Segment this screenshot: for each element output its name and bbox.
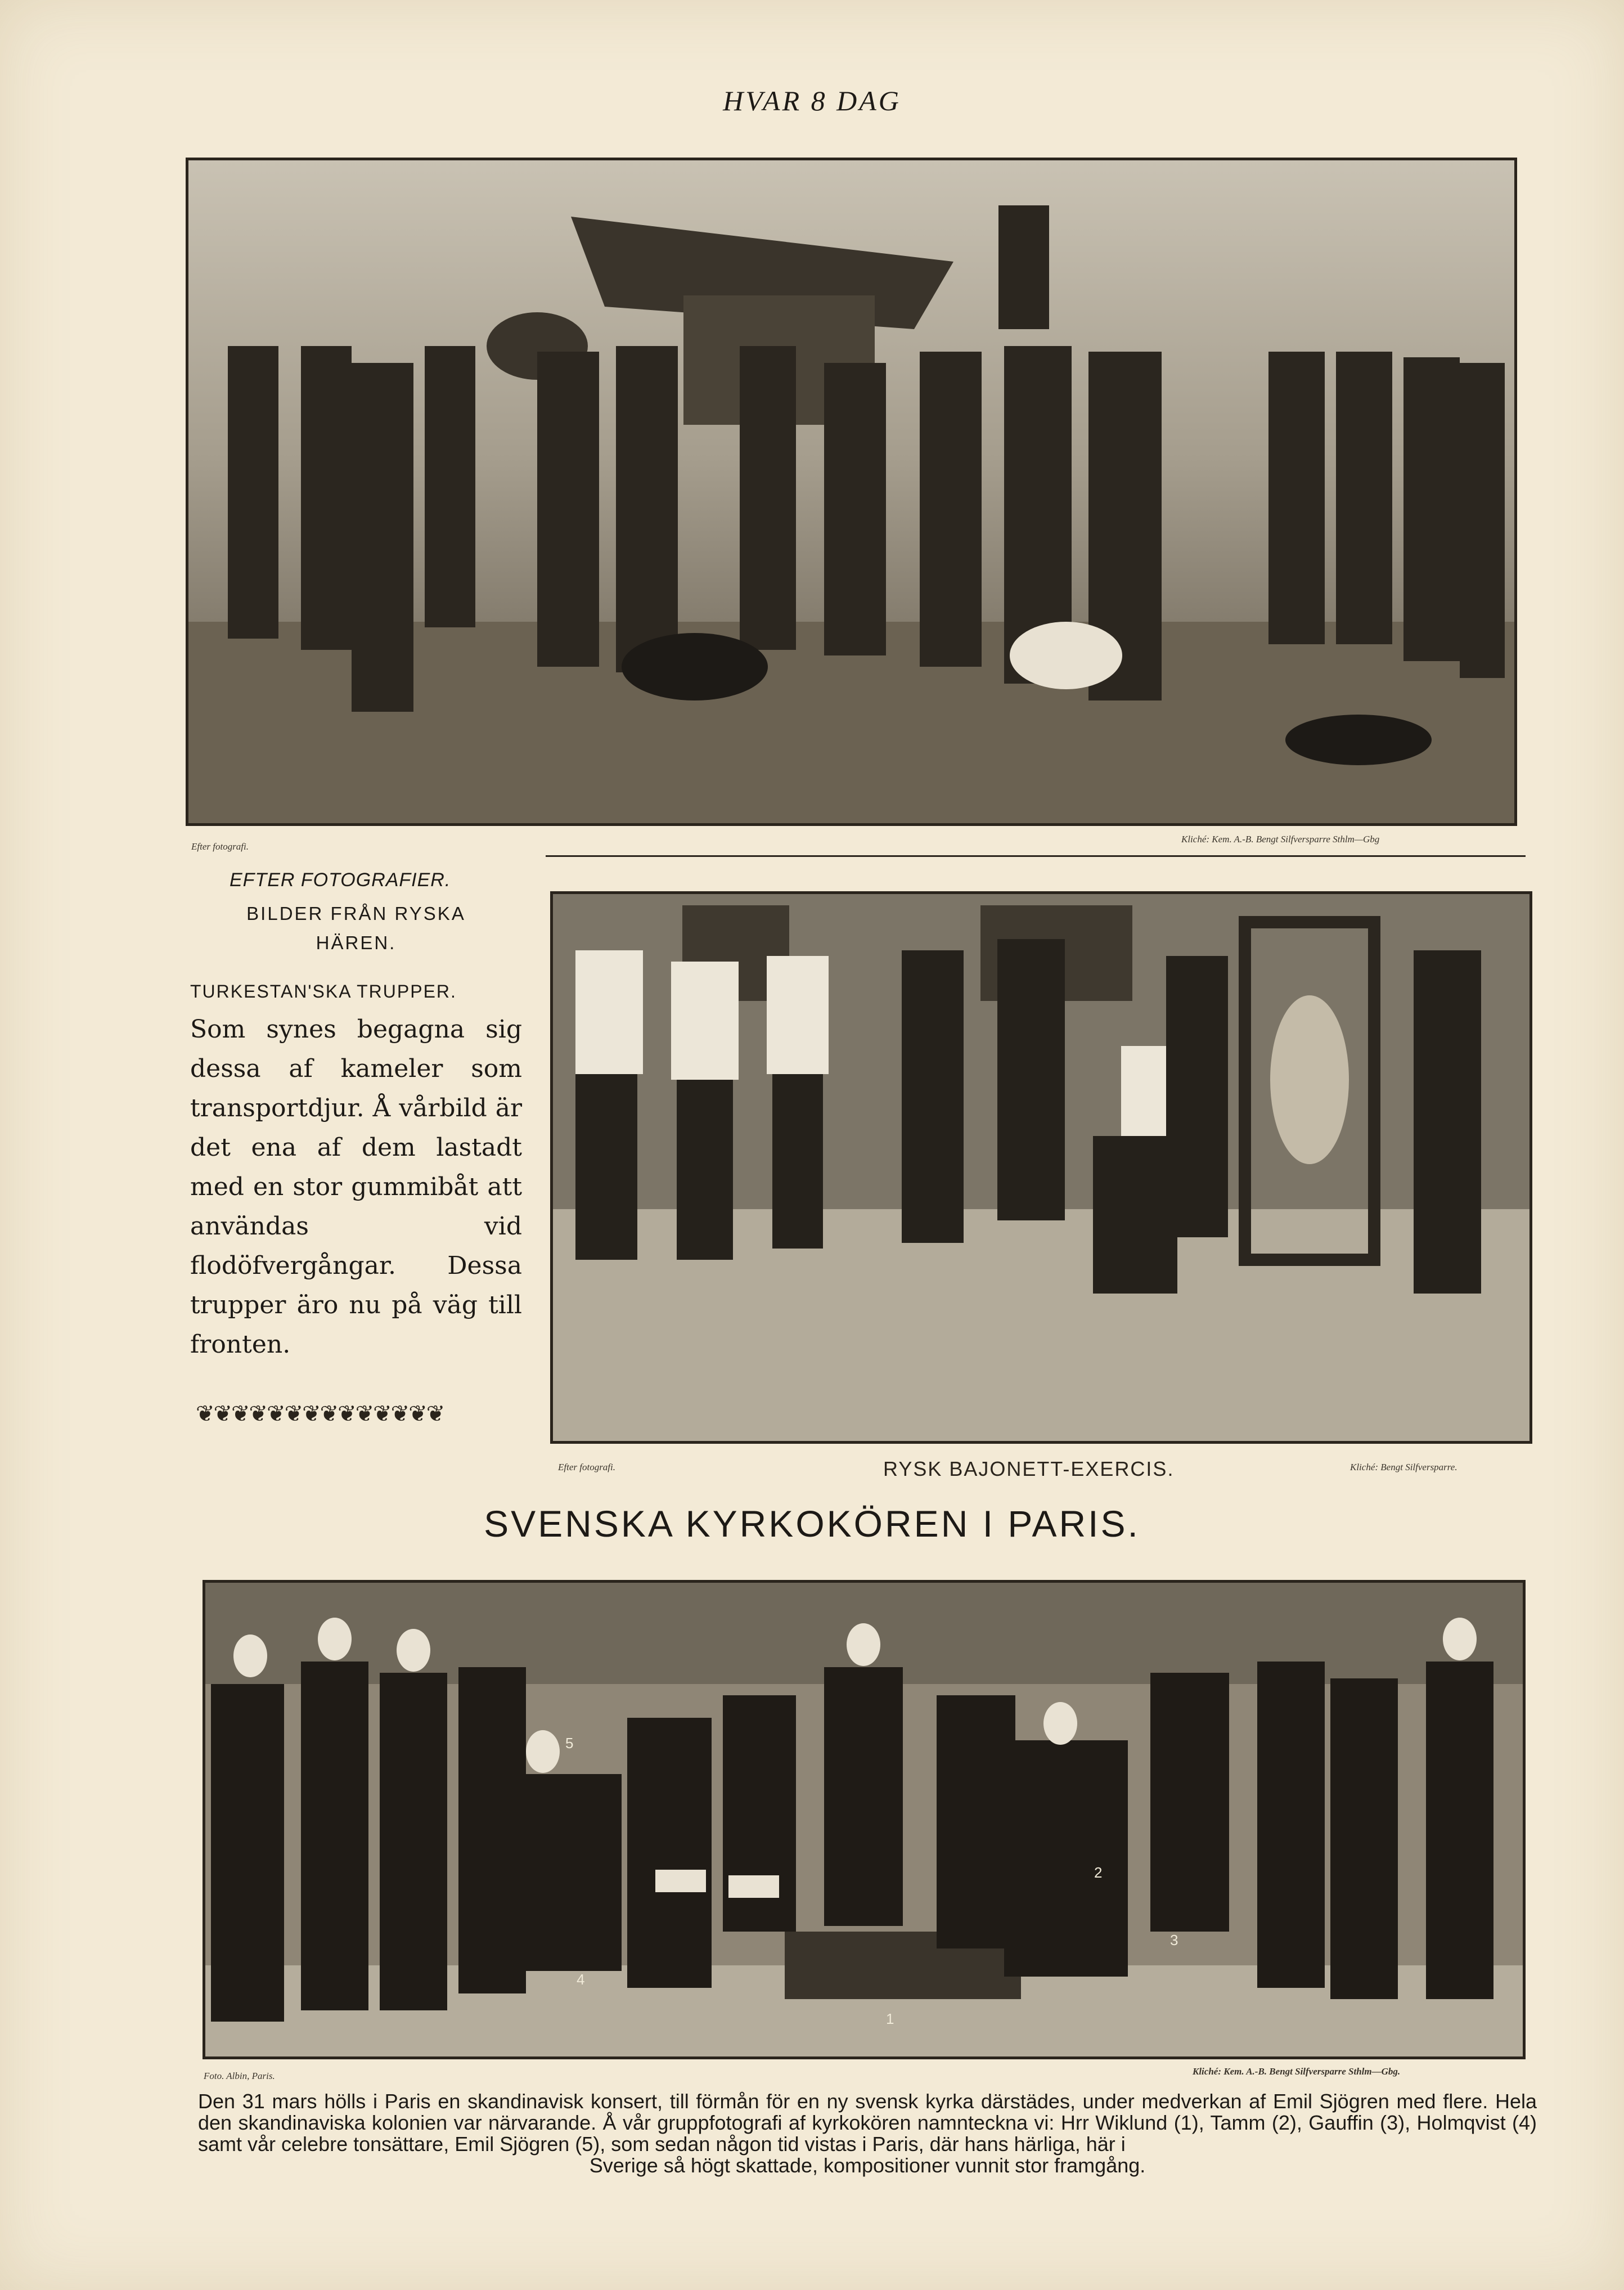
photo-top-credit-right: Kliché: Kem. A.-B. Bengt Silfversparre Sthlm—Gbg — [1181, 834, 1380, 845]
photo-church-choir-image — [205, 1583, 1523, 2056]
sidebar-unit-title: TURKESTAN'SKA TRUPPER. — [190, 981, 457, 1002]
photo-bayonet-exercise-image — [553, 894, 1529, 1441]
photo-church-choir — [203, 1580, 1526, 2059]
photo-middle-credit-right: Kliché: Bengt Silfversparre. — [1350, 1462, 1457, 1472]
choir-marker-2: 2 — [1094, 1864, 1103, 1881]
choir-marker-5: 5 — [565, 1735, 574, 1752]
choir-caption — [198, 2091, 1537, 2176]
sidebar-heading-line2: HÄREN. — [316, 932, 397, 953]
photo-middle-caption: RYSK BAJONETT-EXERCIS. — [883, 1457, 1175, 1480]
ornament-divider: ❦❦❦❦❦❦❦❦❦❦❦❦❦❦ — [196, 1401, 444, 1427]
photo-turkestan-troops-image — [188, 160, 1514, 823]
photo-bottom-credit-left: Foto. Albin, Paris. — [204, 2071, 275, 2081]
sidebar-heading-line1: BILDER FRÅN RYSKA — [246, 903, 466, 924]
photo-middle-credit-left: Efter fotografi. — [558, 1462, 615, 1472]
choir-caption-last-line: Sverige så högt skattade, kompositioner vunnit stor framgång. — [589, 2154, 1146, 2177]
choir-marker-4: 4 — [577, 1971, 585, 1988]
divider-rule — [546, 855, 1526, 857]
choir-marker-1: 1 — [886, 2010, 894, 2027]
sidebar-body-text: Som synes begagna sig dessa af kameler som transportdjur. Å vårbild är det ena af dem lastadt med en stor gummibåt att användas vid flodöfvergångar. Dessa trupper äro nu på väg till fronten. — [190, 1015, 522, 1359]
page-header: HVAR 8 DAG — [723, 85, 901, 116]
photo-bottom-credit-right: Kliché: Kem. A.-B. Bengt Silfversparre Sthlm—Gbg. — [1193, 2066, 1401, 2077]
sidebar-article — [190, 869, 522, 1364]
photo-bayonet-exercise — [550, 891, 1532, 1444]
sidebar-subtitle: EFTER FOTOGRAFIER. — [230, 869, 451, 891]
choir-marker-3: 3 — [1170, 1932, 1178, 1948]
photo-top-credit-left: Efter fotografi. — [191, 841, 249, 852]
section-title: SVENSKA KYRKOKÖREN I PARIS. — [484, 1503, 1140, 1544]
choir-caption-text: Den 31 mars hölls i Paris en skandinavisk konsert, till förmån för en ny svensk kyrka därstädes, under medverkan af Emil Sjögren med flere. Hela den skandinaviska kolonien var närvarande. Å vår gruppfotografi af kyrkokören namnteckna vi: Hrr Wiklund (1), Tamm (2), Gauffin (3), Holmqvist (4) samt vår celebre tonsättare, Emil Sjögren (5), som sedan någon tid vistas i Paris, där hans härliga, här i — [198, 2090, 1537, 2156]
photo-turkestan-troops — [186, 158, 1517, 826]
